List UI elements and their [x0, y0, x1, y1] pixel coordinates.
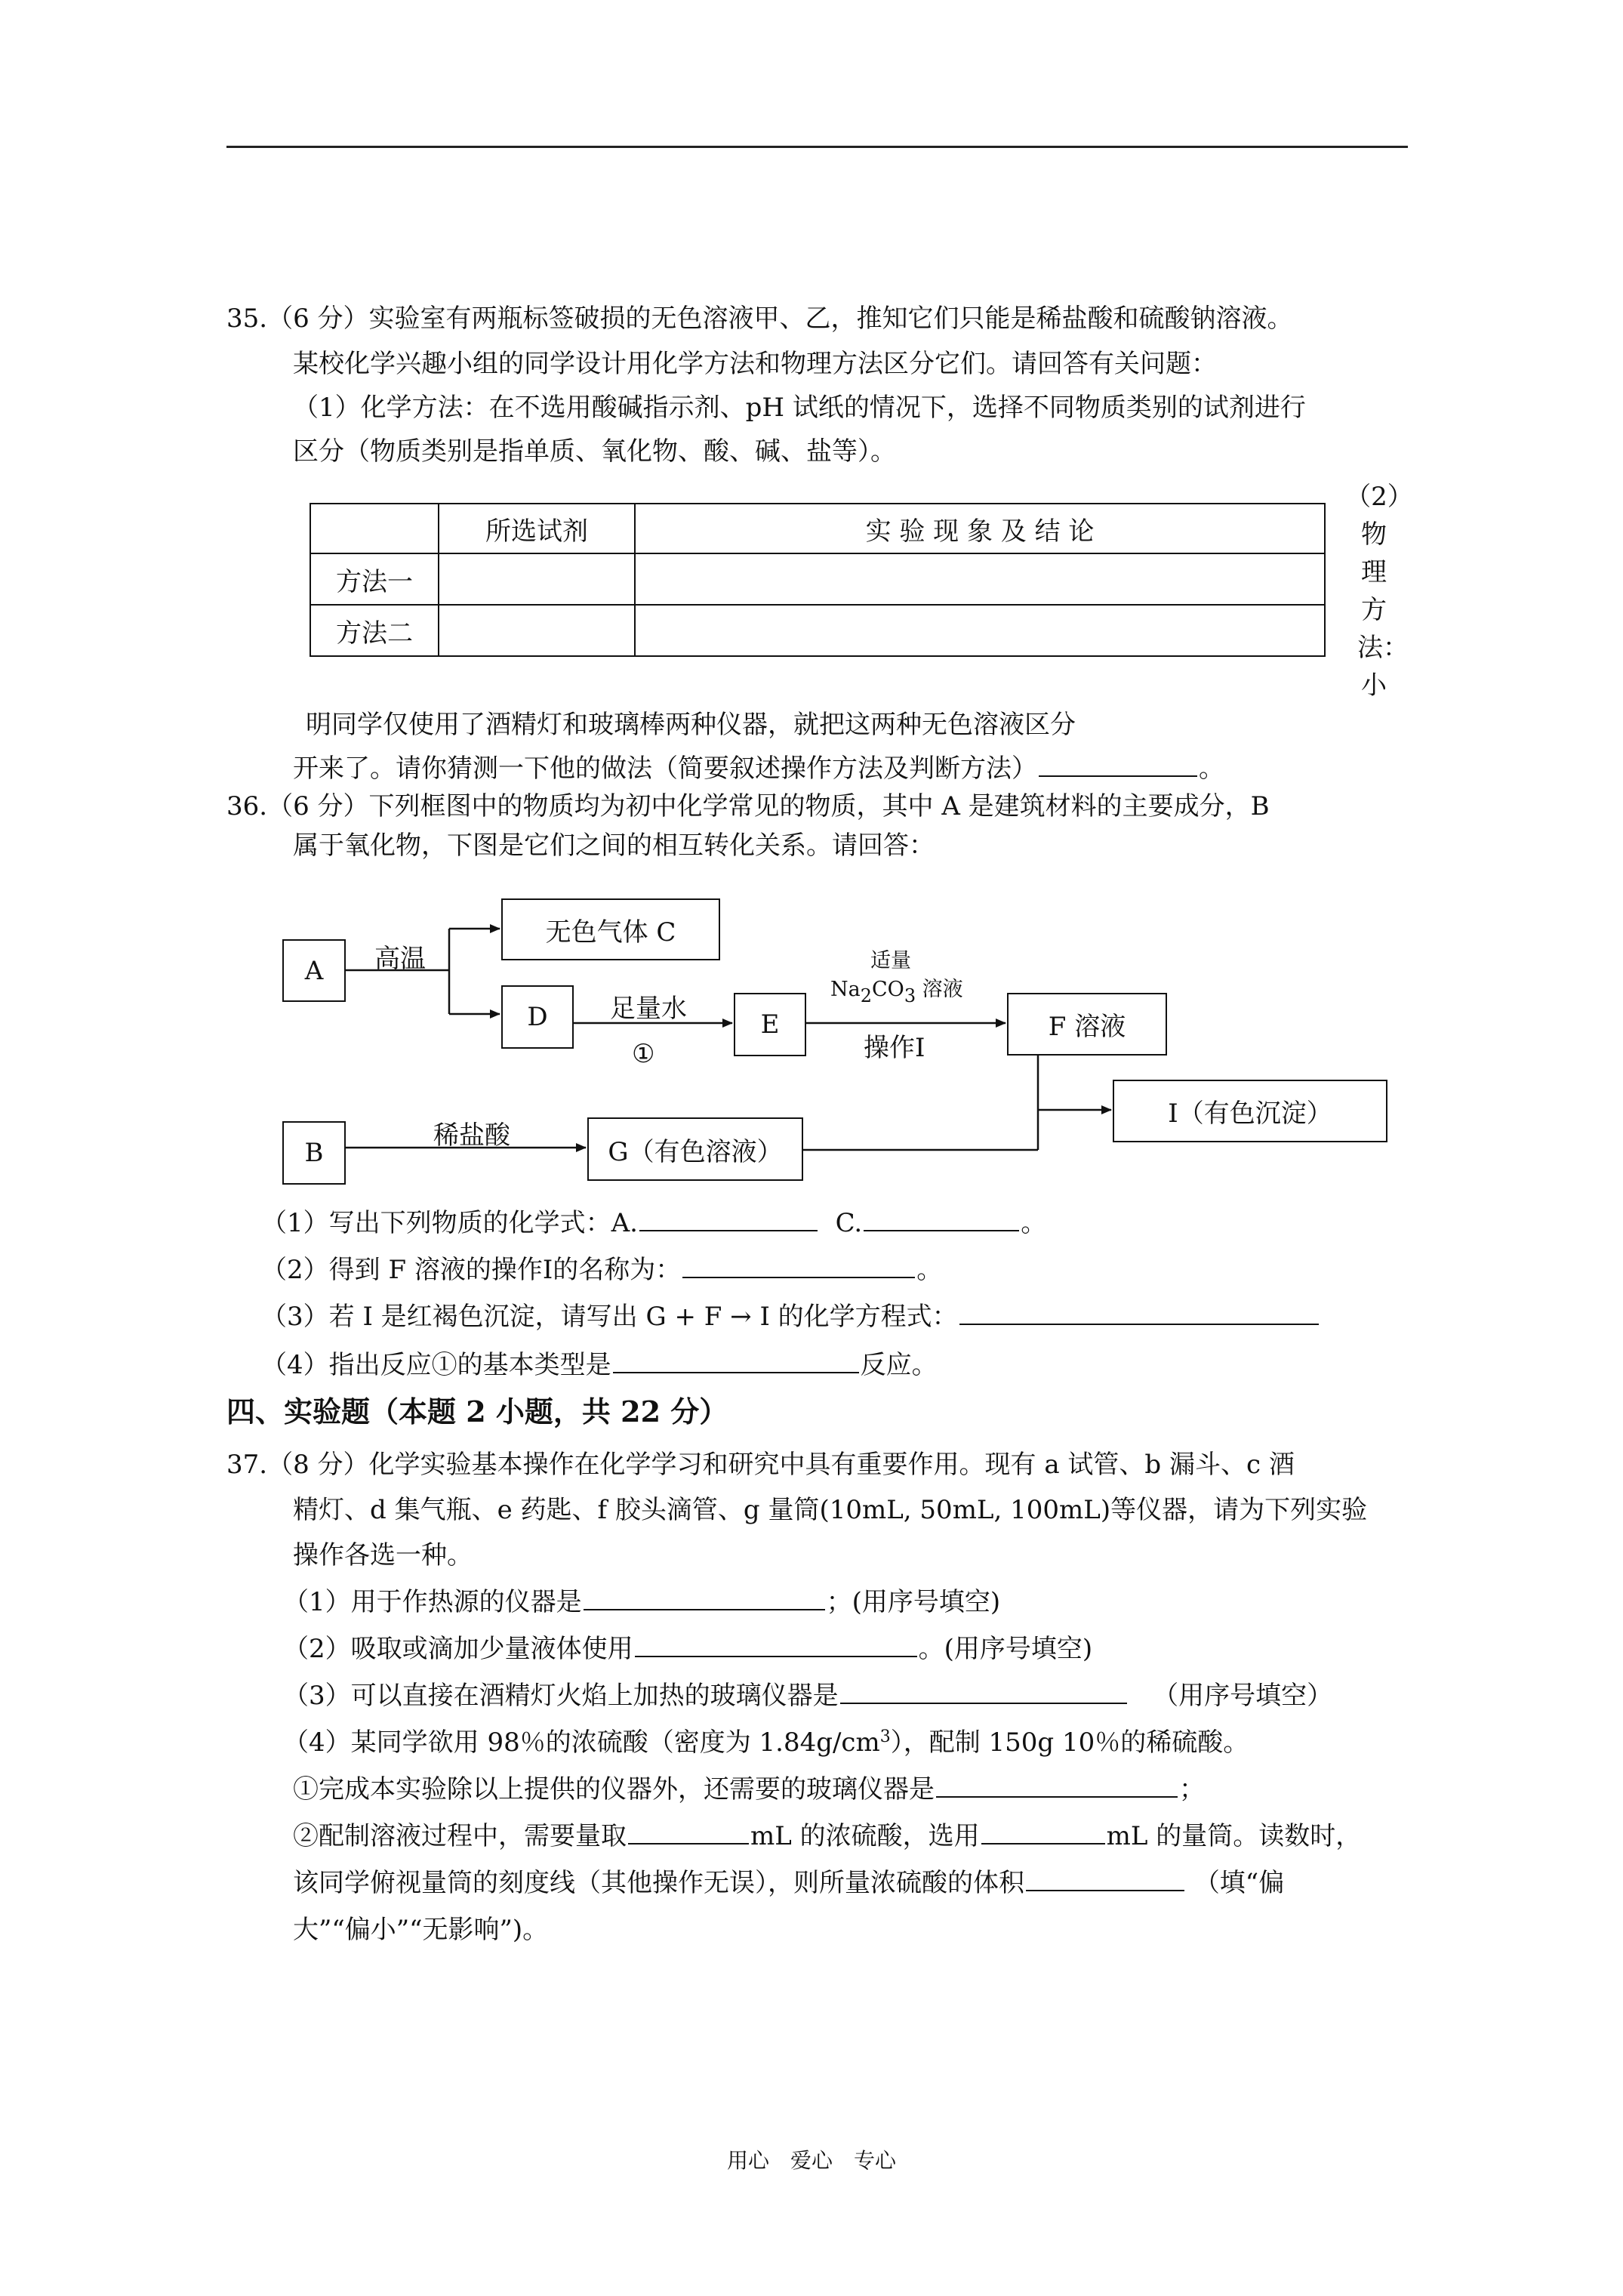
q35-line5: 明同学仅使用了酒精灯和玻璃棒两种仪器，就把这两种无色溶液区分: [306, 710, 1076, 740]
q35-line1: 35.（6 分）实验室有两瓶标签破损的无色溶液甲、乙，推知它们只能是稀盐酸和硫酸钠溶液。: [226, 304, 1293, 334]
q37-sub4: （4）某同学欲用 98％的浓硫酸（密度为 $1.84g/cm^3$），配制 150g 10％的稀硫酸。: [283, 1727, 1249, 1758]
box-d: D: [501, 985, 574, 1049]
q36-sub2: （2）得到 F 溶液的操作Ⅰ的名称为： 。: [261, 1255, 943, 1285]
table-row-label: 方法二: [310, 605, 439, 656]
q36-sub1: （1）写出下列物质的化学式：A. C. 。: [261, 1208, 1047, 1238]
section-heading: 四、实验题（本题 2 小题，共 22 分）: [226, 1395, 728, 1428]
label-dilute-hcl: 稀盐酸: [433, 1120, 510, 1151]
label-appropriate: 适量: [870, 949, 911, 972]
table-header-cell: 实 验 现 象 及 结 论: [635, 504, 1325, 553]
q37-sub8: 大”“偏小”“无影响”)。: [293, 1915, 549, 1945]
q37-sub5: ①完成本实验除以上提供的仪器外，还需要的玻璃仪器是 ；: [293, 1774, 1205, 1804]
table-header-cell: 所选试剂: [439, 504, 635, 553]
side-text: （2）: [1345, 482, 1413, 512]
answer-blank[interactable]: [959, 1301, 1319, 1325]
side-text: 方: [1361, 595, 1387, 625]
box-a: A: [282, 939, 346, 1002]
box-f: F 溶液: [1007, 993, 1167, 1056]
answer-blank[interactable]: [840, 1680, 1127, 1704]
q37-sub2: （2）吸取或滴加少量液体使用 。(用序号填空): [283, 1634, 1093, 1664]
box-c: 无色气体 C: [501, 898, 720, 960]
q35-line3: （1）化学方法：在不选用酸碱指示剂、pH 试纸的情况下，选择不同物质类别的试剂进行: [293, 393, 1306, 423]
answer-blank[interactable]: [981, 1820, 1105, 1845]
answer-blank[interactable]: [613, 1349, 859, 1373]
label-high-temp: 高温: [374, 944, 426, 974]
answer-blank[interactable]: [635, 1633, 917, 1657]
q37-sub3: （3）可以直接在酒精灯火焰上加热的玻璃仪器是 （用序号填空）: [283, 1681, 1333, 1711]
box-e: E: [734, 993, 806, 1056]
page-footer: 用心 爱心 专心: [726, 2148, 896, 2173]
side-text: 物: [1361, 519, 1387, 550]
side-text: 法：: [1357, 633, 1409, 663]
box-g: G（有色溶液）: [587, 1117, 803, 1181]
table-row-label: 方法一: [310, 553, 439, 605]
side-text: 理: [1361, 557, 1387, 587]
label-na2co3: Na2CO3 溶液: [830, 978, 963, 1006]
answer-blank[interactable]: [682, 1254, 915, 1278]
answer-blank[interactable]: [864, 1207, 1019, 1231]
answer-blank[interactable]: [628, 1820, 749, 1845]
answer-blank[interactable]: [584, 1586, 825, 1610]
q35-line2: 某校化学兴趣小组的同学设计用化学方法和物理方法区分它们。请回答有关问题：: [293, 349, 1217, 379]
label-reaction-1: ①: [632, 1039, 655, 1069]
q37-sub7: 该同学俯视量筒的刻度线（其他操作无误），则所量浓硫酸的体积 （填“偏: [293, 1868, 1285, 1898]
q35-line4: 区分（物质类别是指单质、氧化物、酸、碱、盐等）。: [293, 436, 896, 467]
q36-line2: 属于氧化物，下图是它们之间的相互转化关系。请回答：: [293, 831, 935, 861]
q37-line1: 37.（8 分）化学实验基本操作在化学学习和研究中具有重要作用。现有 a 试管、b 漏斗、c 酒: [226, 1450, 1295, 1480]
answer-blank[interactable]: [639, 1207, 818, 1231]
q35-line6: 开来了。请你猜测一下他的做法（简要叙述操作方法及判断方法） 。: [293, 754, 1224, 784]
box-i: I（有色沉淀）: [1113, 1080, 1387, 1142]
q36-line1: 36.（6 分）下列框图中的物质均为初中化学常见的物质，其中 A 是建筑材料的主要成分，B: [226, 791, 1270, 821]
q36-sub4: （4）指出反应①的基本类型是 反应。: [261, 1350, 938, 1380]
q37-sub1: （1）用于作热源的仪器是 ；(用序号填空): [283, 1587, 1001, 1617]
answer-blank[interactable]: [1026, 1867, 1184, 1891]
q37-line3: 操作各选一种。: [293, 1540, 473, 1570]
answer-blank[interactable]: [936, 1774, 1178, 1798]
q36-sub3: （3）若 I 是红褐色沉淀，请写出 G + F → I 的化学方程式：: [261, 1300, 1320, 1333]
q37-sub6: ②配制溶液过程中，需要量取 mL 的浓硫酸，选用 mL 的量筒。读数时，: [293, 1821, 1362, 1851]
box-b: B: [282, 1121, 346, 1185]
label-water: 足量水: [610, 994, 687, 1024]
q37-line2: 精灯、d 集气瓶、e 药匙、f 胶头滴管、g 量筒(10mL, 50mL, 100mL)等仪器，请为下列实验: [293, 1495, 1368, 1525]
label-operation-1: 操作Ⅰ: [864, 1033, 925, 1063]
side-text: 小: [1361, 670, 1387, 701]
